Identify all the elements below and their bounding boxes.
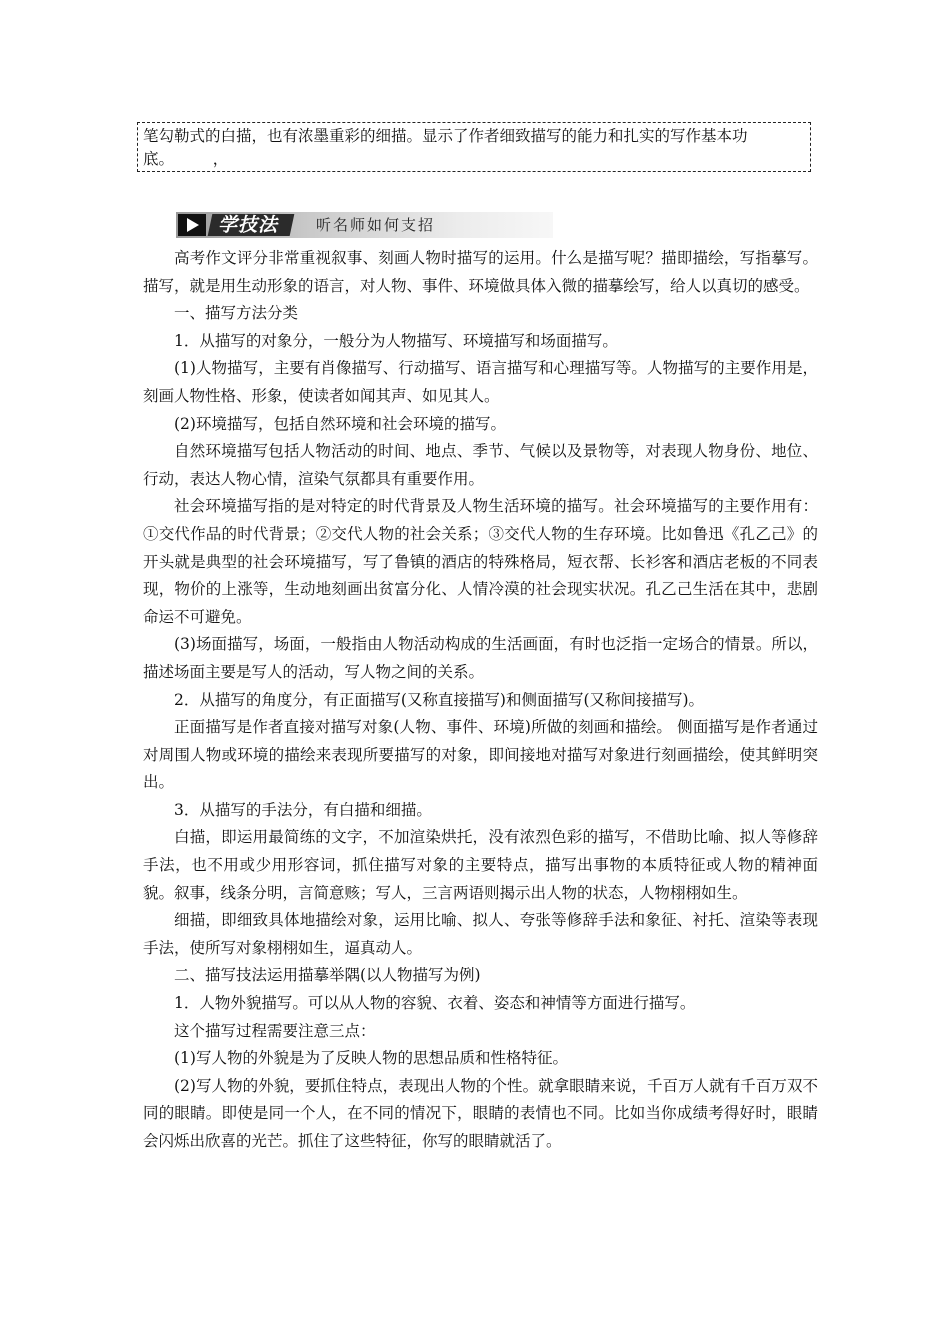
section-heading: 二、描写技法运用描摹举隅(以人物描写为例) <box>174 966 481 985</box>
paragraph: 白描，即运用最简练的文字，不加渲染烘托，没有浓烈色彩的描写，不借助比喻、拟人等修辞手法，也不用或少用形容词，抓住描写对象的主要特点，描写出事物的本质特征或人物的精神面貌。叙事，线条分明，言简意赅；写人，三言两语则揭示出人物的状态，人物栩栩如生。 <box>143 828 818 902</box>
paragraph: 正面描写是作者直接对描写对象(人物、事件、环境)所做的刻画和描绘。 侧面描写是作者通过对周围人物或环境的描绘来表现所要描写的对象，即间接地对描写对象进行刻画描绘，使其鲜明突出。 <box>143 718 818 792</box>
paragraph: 自然环境描写包括人物活动的时间、地点、季节、气候以及景物等，对表现人物身份、地位、行动，表达人物心情，渲染气氛都具有重要作用。 <box>143 442 818 488</box>
play-arrow-icon <box>178 214 206 236</box>
section-banner <box>176 212 553 238</box>
paragraph: 1．从描写的对象分，一般分为人物描写、环境描写和场面描写。 <box>174 331 618 350</box>
banner-label: 学技法 <box>218 214 279 236</box>
paragraph: (3)场面描写，场面，一般指由人物活动构成的生活画面，有时也泛指一定场合的情景。所以，描述场面主要是写人的活动，写人物之间的关系。 <box>143 635 818 681</box>
paragraph: 这个描写过程需要注意三点： <box>174 1021 376 1040</box>
paragraph: 2．从描写的角度分，有正面描写(又称直接描写)和侧面描写(又称间接描写)。 <box>174 690 705 709</box>
paragraph: 社会环境描写指的是对特定的时代背景及人物生活环境的描写。社会环境描写的主要作用有：①交代作品的时代背景；②交代人物的社会关系；③交代人物的生存环境。比如鲁迅《孔乙己》的开头就是典型的社会环境描写，写了鲁镇的酒店的特殊格局，短衣帮、长衫客和酒店老板的不同表现，物价的上涨等，生动地刻画出贫富分化、人情冷漠的社会现实状况。孔乙己生活在其中，悲剧命运不可避免。 <box>143 497 818 626</box>
continuation-text: 笔勾勒式的白描，也有浓墨重彩的细描。显示了作者细致描写的能力和扎实的写作基本功底。 ， <box>143 127 748 168</box>
paragraph: (1)人物描写，主要有肖像描写、行动描写、语言描写和心理描写等。人物描写的主要作用是，刻画人物性格、形象，使读者如闻其声、如见其人。 <box>143 359 818 405</box>
section-heading: 一、描写方法分类 <box>174 304 299 323</box>
paragraph: 细描，即细致具体地描绘对象，运用比喻、拟人、夸张等修辞手法和象征、衬托、渲染等表现手法，使所写对象栩栩如生，逼真动人。 <box>143 911 818 957</box>
continuation-box <box>137 122 811 172</box>
paragraph: 高考作文评分非常重视叙事、刻画人物时描写的运用。什么是描写呢？描即描绘，写指摹写。描写，就是用生动形象的语言，对人物、事件、环境做具体入微的描摹绘写，给人以真切的感受。 <box>143 249 818 295</box>
article-body <box>143 245 818 1156</box>
paragraph: 1．人物外貌描写。可以从人物的容貌、衣着、姿态和神情等方面进行描写。 <box>174 994 696 1013</box>
paragraph: (2)写人物的外貌，要抓住特点，表现出人物的个性。就拿眼睛来说，千百万人就有千百万双不同的眼睛。即使是同一个人，在不同的情况下，眼睛的表情也不同。比如当你成绩考得好时，眼睛会闪烁出欣喜的光芒。抓住了这些特征，你写的眼睛就活了。 <box>143 1076 818 1150</box>
paragraph: (2)环境描写，包括自然环境和社会环境的描写。 <box>174 414 506 433</box>
banner-subtitle: 听名师如何支招 <box>316 216 436 234</box>
paragraph: (1)写人物的外貌是为了反映人物的思想品质和性格特征。 <box>174 1049 568 1068</box>
paragraph: 3．从描写的手法分，有白描和细描。 <box>174 800 432 819</box>
